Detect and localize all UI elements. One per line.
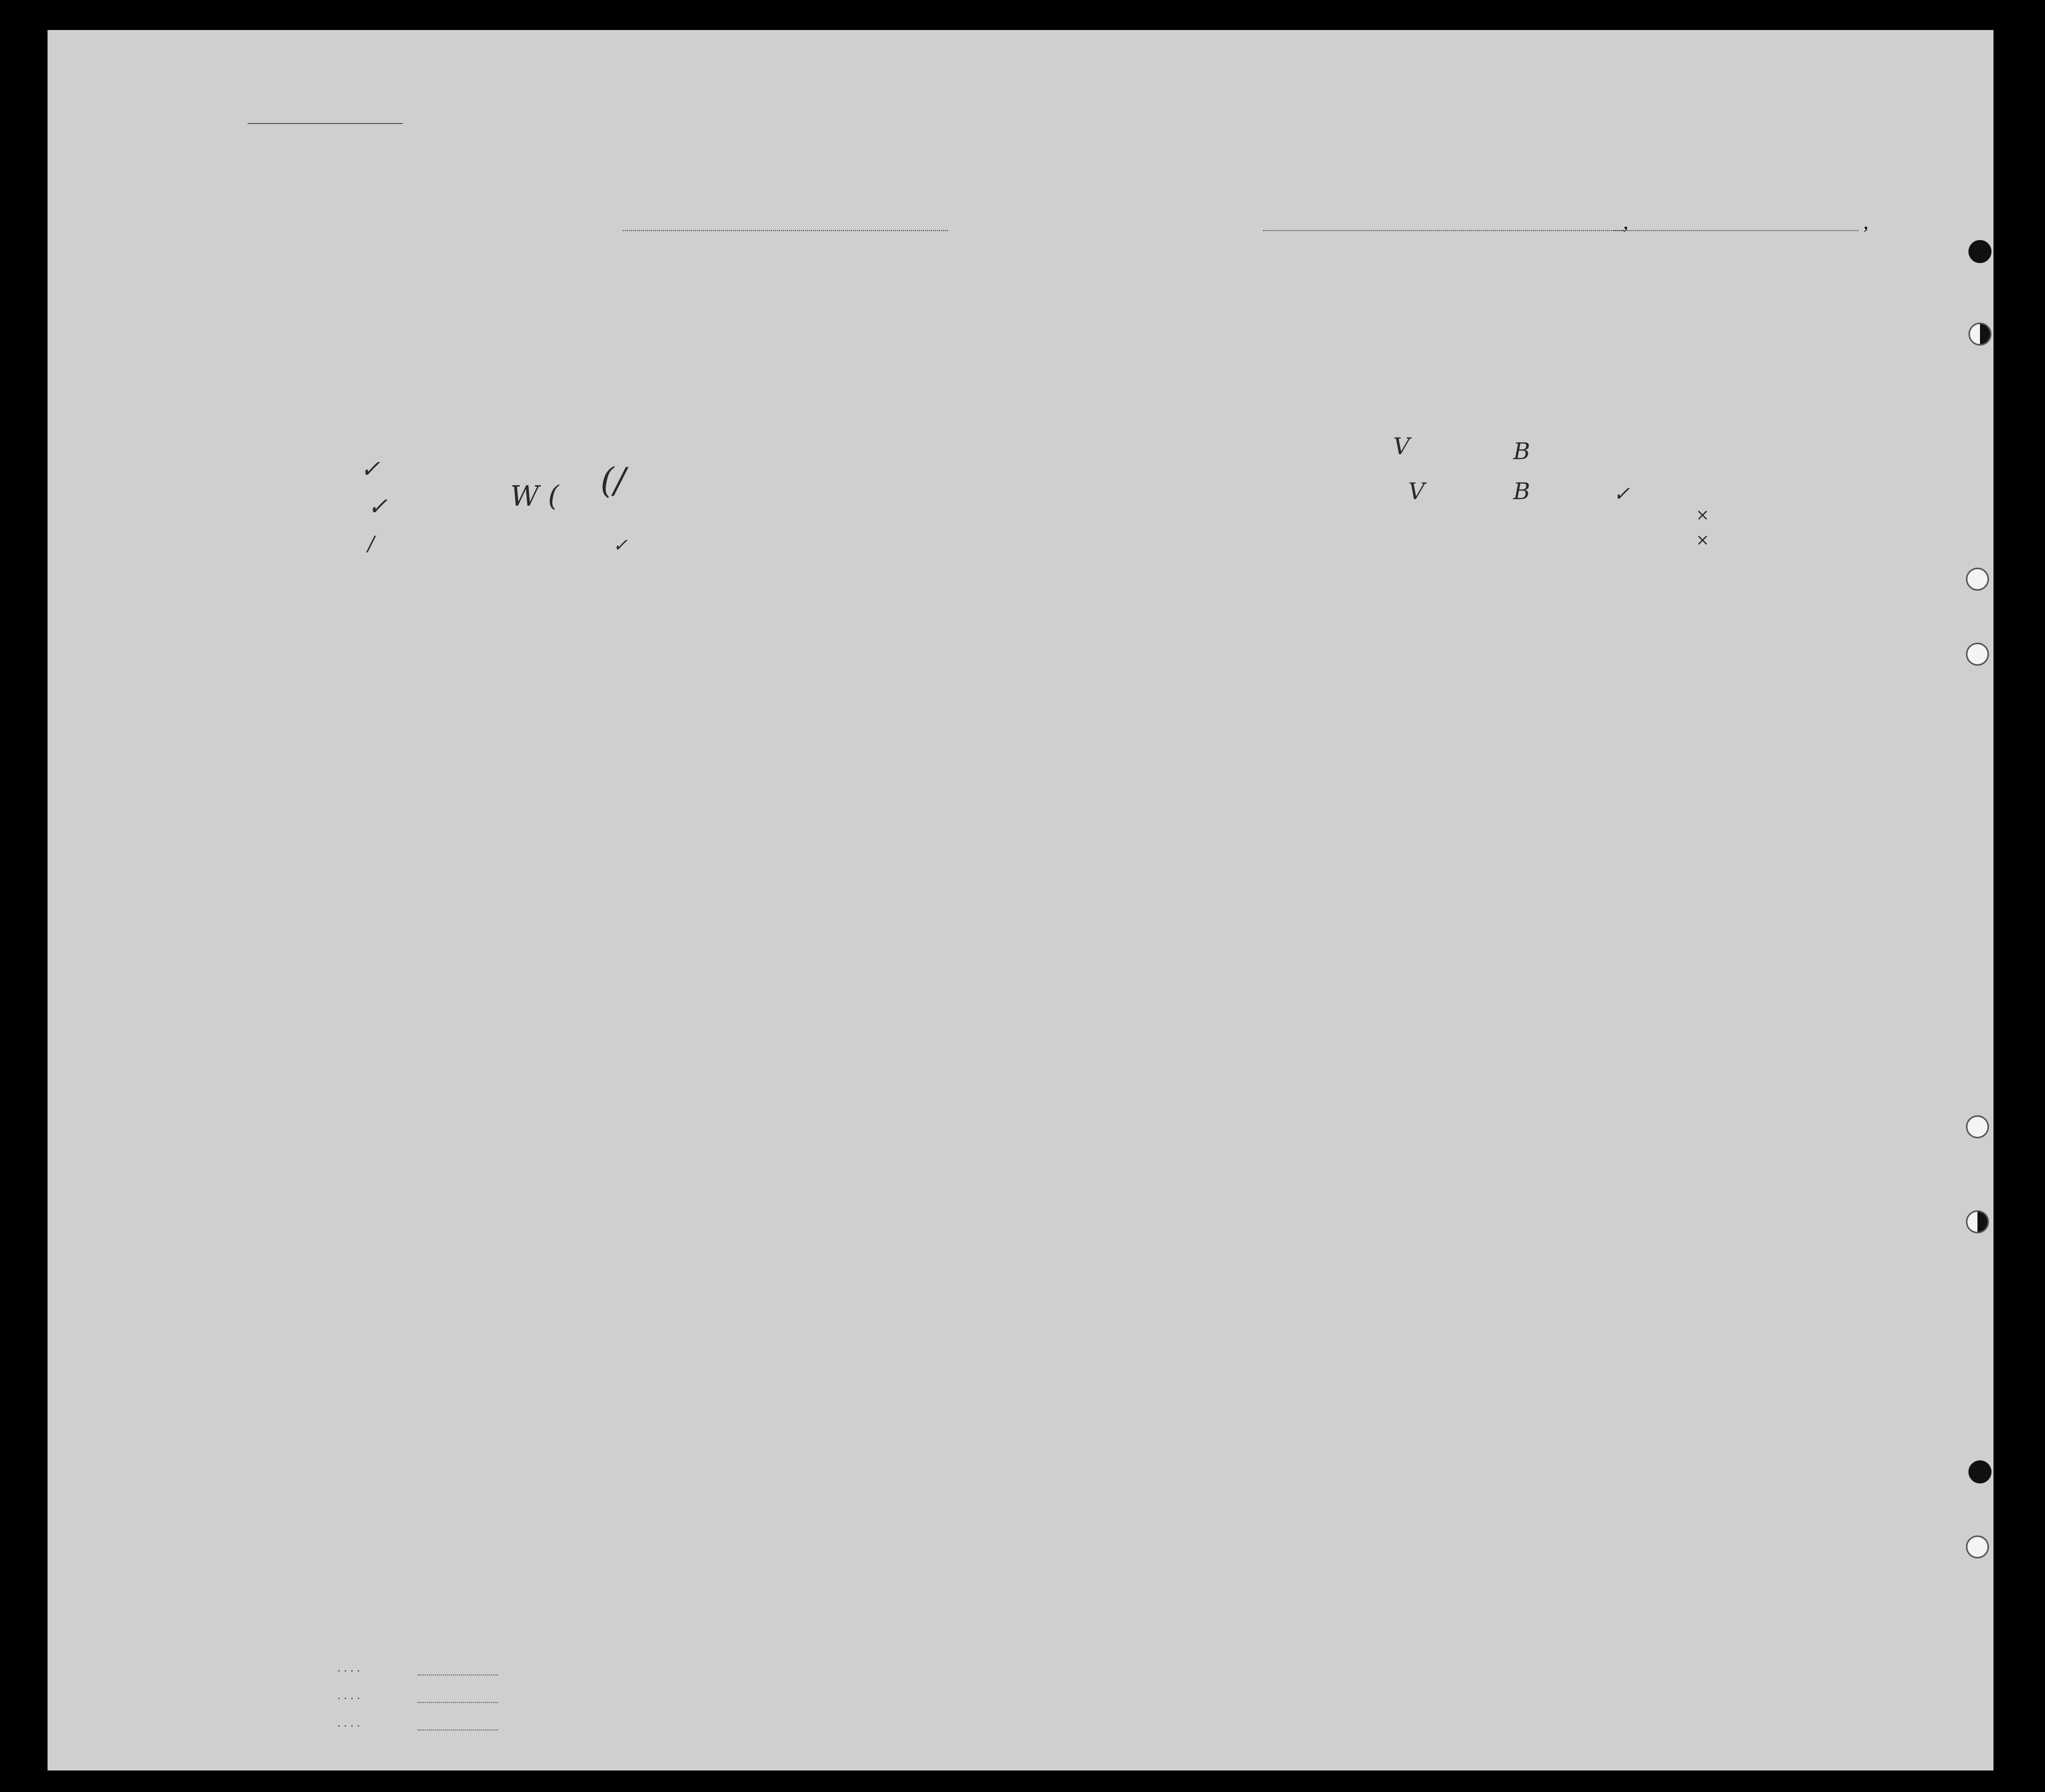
aliens-dots: .... <box>338 1718 364 1729</box>
punch-hole <box>1966 1535 1989 1558</box>
date-underline <box>1613 230 1858 231</box>
visa-mark-2: V <box>1408 478 1425 505</box>
check-mark-2: ✓ <box>368 493 388 521</box>
punch-hole <box>1966 1115 1989 1138</box>
port-underline <box>1263 230 1623 231</box>
punch-hole <box>1968 1460 1991 1483</box>
issued-mark-1: B <box>1513 438 1530 465</box>
punch-hole <box>1966 643 1989 666</box>
verification-x-2: × <box>1696 505 1709 524</box>
verification-tick: ✓ <box>1613 483 1630 506</box>
us-citizens-dots: .... <box>338 1690 364 1701</box>
aliens-line <box>418 1729 498 1730</box>
total-passengers-dots: .... <box>338 1663 364 1674</box>
comma-2: , <box>1863 211 1868 233</box>
comma-1: , <box>1623 211 1628 233</box>
punch-hole <box>1966 568 1989 591</box>
check-mark-3: / <box>368 533 375 556</box>
visa-mark-1: V <box>1393 433 1410 460</box>
list-underline <box>248 123 403 124</box>
punch-hole <box>1968 240 1991 263</box>
age-tick-3: ✓ <box>613 535 628 556</box>
given-name-mark: W ( <box>510 480 559 513</box>
ruled-grid <box>48 30 1993 1770</box>
check-mark-1: ✓ <box>360 455 381 483</box>
total-passengers-line <box>418 1674 498 1675</box>
punch-hole <box>1966 1210 1989 1233</box>
ship-underline <box>623 230 948 231</box>
issued-mark-2: B <box>1513 478 1530 505</box>
age-bracket: (/ <box>600 460 626 501</box>
manifest-sheet <box>48 30 1993 1770</box>
us-citizens-line <box>418 1702 498 1703</box>
verification-x-3: × <box>1696 530 1709 549</box>
punch-hole <box>1968 323 1991 346</box>
